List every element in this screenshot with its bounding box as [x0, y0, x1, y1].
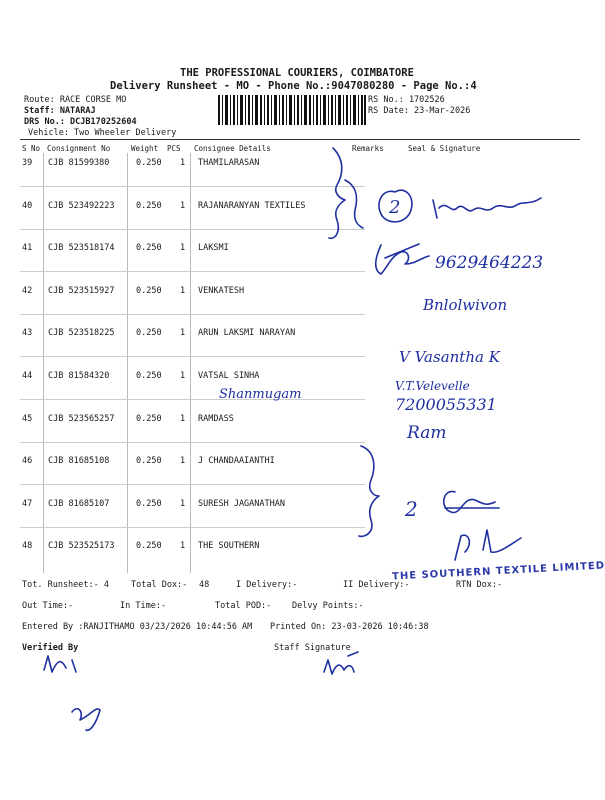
verified-by: Verified By — [22, 643, 79, 653]
company-title: THE PROFESSIONAL COURIERS, COIMBATORE — [180, 67, 414, 79]
row-consignment: CJB 81685107 — [48, 499, 110, 509]
row-consignment: CJB 523565257 — [48, 414, 115, 424]
vehicle-label: Vehicle: Two Wheeler Delivery — [28, 128, 177, 138]
row-separator — [20, 399, 365, 400]
row-consignment: CJB 81685108 — [48, 456, 110, 466]
rtn-dox: RTN Dox:- — [456, 580, 503, 590]
row-sno: 48 — [22, 541, 33, 551]
row-consignment: CJB 81584320 — [48, 371, 110, 381]
row-separator — [20, 484, 365, 485]
col-sno: S No — [22, 144, 41, 153]
row-pcs: 1 — [180, 456, 186, 466]
row-pcs: 1 — [180, 499, 186, 509]
row-sno: 40 — [22, 201, 33, 211]
total-dox-label: Total Dox:- — [131, 580, 188, 590]
row-sno: 39 — [22, 158, 33, 168]
row-consignment: CJB 523525173 — [48, 541, 115, 551]
entered-by: Entered By :RANJITHAMO 03/23/2026 10:44:56 AM — [22, 622, 253, 632]
row-pcs: 1 — [180, 201, 186, 211]
total-runsheet: Tot. Runsheet:- 4 — [22, 580, 109, 590]
staff-label: Staff: NATARAJ — [24, 106, 96, 116]
row-pcs: 1 — [180, 286, 186, 296]
i-delivery: I Delivery:- — [236, 580, 298, 590]
row-separator — [20, 271, 365, 272]
row-separator — [20, 442, 365, 443]
row-weight: 0.250 — [136, 158, 162, 168]
row-consignee: THE SOUTHERN — [198, 541, 260, 551]
row-weight: 0.250 — [136, 243, 162, 253]
drs-number: DRS No.: DCJB170252604 — [24, 117, 137, 127]
row-pcs: 1 — [180, 414, 186, 424]
row-consignee: LAKSMI — [198, 243, 229, 253]
handwritten-digit: 2 — [389, 197, 401, 218]
col-consignee: Consignee Details — [194, 144, 271, 153]
row-weight: 0.250 — [136, 201, 162, 211]
printed-on: Printed On: 23-03-2026 10:46:38 — [270, 622, 429, 632]
row-pcs: 1 — [180, 328, 186, 338]
row-separator — [20, 527, 365, 528]
handwritten-name: Bnlolwivon — [423, 296, 508, 314]
col-divider — [127, 153, 128, 573]
handwritten-digit: 2 — [405, 497, 418, 521]
row-weight: 0.250 — [136, 286, 162, 296]
row-consignee: VENKATESH — [198, 286, 245, 296]
row-weight: 0.250 — [136, 541, 162, 551]
barcode — [218, 95, 366, 125]
row-consignee: THAMILARASAN — [198, 158, 260, 168]
handwritten-phone: 7200055331 — [395, 395, 497, 414]
row-consignee: RAJANARANYAN TEXTILES — [198, 201, 306, 211]
col-seal-signature: Seal & Signature — [408, 144, 481, 153]
row-consignee: RAMDASS — [198, 414, 234, 424]
row-pcs: 1 — [180, 541, 186, 551]
handwritten-name: Ram — [407, 423, 447, 443]
row-consignment: CJB 523518225 — [48, 328, 115, 338]
col-pcs: PCS — [167, 144, 181, 153]
row-sno: 45 — [22, 414, 33, 424]
row-consignment: CJB 81599380 — [48, 158, 110, 168]
col-weight: Weight — [131, 144, 159, 153]
col-divider — [190, 153, 191, 573]
row-separator — [20, 314, 365, 315]
handwritten-name: V Vasantha K — [399, 348, 500, 366]
verifier-signature — [20, 646, 140, 742]
row-consignment: CJB 523518174 — [48, 243, 115, 253]
total-dox-value: 48 — [199, 580, 210, 590]
row-sno: 44 — [22, 371, 33, 381]
row-weight: 0.250 — [136, 456, 162, 466]
row-sno: 47 — [22, 499, 33, 509]
runsheet-subtitle: Delivery Runsheet - MO - Phone No.:9047080280 - Page No.:4 — [110, 80, 477, 92]
staff-signature-label: Staff Signature — [274, 643, 351, 653]
row-consignee: VATSAL SINHA — [198, 371, 260, 381]
row-consignment: CJB 523515927 — [48, 286, 115, 296]
total-pod: Total POD:- — [215, 601, 272, 611]
row-consignee: SURESH JAGANATHAN — [198, 499, 285, 509]
row-pcs: 1 — [180, 243, 186, 253]
row-sno: 43 — [22, 328, 33, 338]
row-consignee: ARUN LAKSMI NARAYAN — [198, 328, 296, 338]
ii-delivery: II Delivery:- — [343, 580, 410, 590]
out-time: Out Time:- — [22, 601, 74, 611]
company-stamp: THE SOUTHERN TEXTILE LIMITED — [391, 560, 605, 583]
row-separator — [20, 356, 365, 357]
staff-signature — [318, 644, 378, 684]
row-pcs: 1 — [180, 158, 186, 168]
row-pcs: 1 — [180, 371, 186, 381]
row-separator — [20, 229, 365, 230]
row-consignment: CJB 523492223 — [48, 201, 115, 211]
row-consignee: J CHANDAAIANTHI — [198, 456, 275, 466]
col-remarks: Remarks — [352, 144, 384, 153]
handwritten-name: V.T.Velevelle — [395, 379, 470, 393]
delivery-points: Delvy Points:- — [292, 601, 364, 611]
row-sno: 46 — [22, 456, 33, 466]
handwritten-name: Shanmugam — [219, 387, 302, 402]
row-weight: 0.250 — [136, 371, 162, 381]
row-separator — [20, 186, 365, 187]
col-divider — [43, 153, 44, 573]
row-weight: 0.250 — [136, 414, 162, 424]
in-time: In Time:- — [120, 601, 167, 611]
row-weight: 0.250 — [136, 328, 162, 338]
rs-number: RS No.: 1702526 — [368, 95, 445, 105]
row-weight: 0.250 — [136, 499, 162, 509]
col-consignment: Consignment No — [47, 144, 111, 153]
handwritten-phone: 9629464223 — [435, 253, 544, 273]
row-sno: 42 — [22, 286, 33, 296]
rs-date: RS Date: 23-Mar-2026 — [368, 106, 471, 116]
row-sno: 41 — [22, 243, 33, 253]
route-label: Route: RACE CORSE MO — [24, 95, 127, 105]
